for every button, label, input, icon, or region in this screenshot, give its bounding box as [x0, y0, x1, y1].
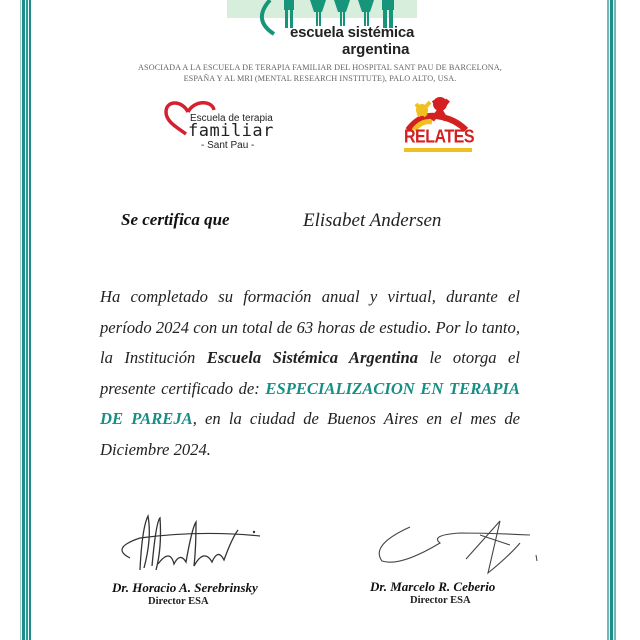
association-line1: ASOCIADA A LA ESCUELA DE TERAPIA FAMILIAR DEL HOSPITAL SANT PAU DE BARCELONA, [138, 63, 502, 72]
recipient-name: Elisabet Andersen [303, 210, 442, 231]
institution-name-line2: argentina [342, 41, 410, 58]
relates-wordmark: RELATES [404, 127, 474, 148]
signer-name: Dr. Horacio A. Serebrinsky [112, 580, 258, 595]
esa-logo [222, 0, 422, 58]
certifies-label: Se certifica que [121, 210, 230, 229]
santpau-logo [158, 96, 278, 158]
santpau-line1: Escuela de terapia [190, 113, 273, 124]
certificate-body [100, 282, 520, 465]
santpau-line2: familiar [188, 121, 274, 141]
signature-serebrinsky [100, 508, 290, 607]
association-line2: ESPAÑA Y AL MRI (MENTAL RESEARCH INSTITUTE), PALO ALTO, USA. [183, 74, 457, 83]
signature-ceberio [370, 515, 550, 606]
signature-scribble-icon [100, 508, 290, 580]
institution-name-line1: escuela sistémica [290, 24, 415, 41]
relates-subtitle-bar [404, 148, 472, 152]
signer-title: Director ESA [410, 595, 471, 606]
body-part3: , en la ciudad de Buenos Aires en el mes de Diciembre 2024. [100, 409, 520, 459]
relates-logo [400, 96, 476, 158]
relates-figures-icon [400, 96, 476, 132]
institution-bold: Escuela Sistémica Argentina [206, 348, 419, 367]
signer-title: Director ESA [148, 596, 209, 607]
signer-name: Dr. Marcelo R. Ceberio [370, 579, 496, 594]
body-part1: Ha completado su formación anual y virtual, durante el período 2024 con un total de 63 horas de estudio. Por lo tanto, la Institución [100, 287, 520, 367]
program-title: ESPECIALIZACION EN TERAPIA DE PAREJA [100, 378, 520, 428]
signature-scribble-icon [370, 515, 550, 583]
right-border [607, 0, 619, 640]
santpau-line3: - Sant Pau - [201, 140, 255, 151]
association-text [60, 62, 580, 84]
left-border [20, 0, 32, 640]
body-part2: le otorga el presente certificado de: [100, 348, 520, 398]
